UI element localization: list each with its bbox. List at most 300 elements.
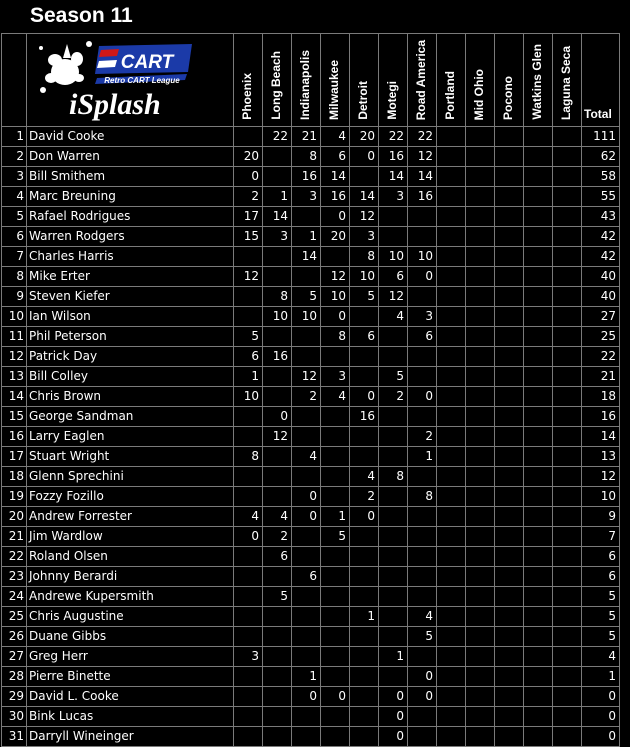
points-cell: 17: [234, 207, 263, 227]
points-cell: [437, 487, 466, 507]
points-cell: [466, 727, 495, 747]
points-cell: 16: [350, 407, 379, 427]
points-cell: [350, 367, 379, 387]
table-row: [2, 647, 620, 667]
points-cell: [466, 627, 495, 647]
points-cell: [495, 647, 524, 667]
points-cell: [553, 247, 582, 267]
points-cell: 20: [350, 127, 379, 147]
points-cell: [495, 347, 524, 367]
race-header-cell: [263, 34, 292, 127]
race-header-label: Milwaukee: [327, 59, 341, 120]
driver-name-cell: Mike Erter: [27, 267, 234, 287]
driver-name-cell: Jim Wardlow: [27, 527, 234, 547]
driver-name-cell: Warren Rodgers: [27, 227, 234, 247]
points-cell: [553, 267, 582, 287]
points-cell: [524, 547, 553, 567]
points-cell: [553, 547, 582, 567]
points-cell: [553, 407, 582, 427]
points-cell: [553, 347, 582, 367]
points-cell: [466, 687, 495, 707]
points-cell: [553, 167, 582, 187]
rank-cell: 12: [2, 347, 27, 367]
points-cell: [495, 287, 524, 307]
driver-name-cell: George Sandman: [27, 407, 234, 427]
points-cell: [466, 207, 495, 227]
points-cell: 14: [350, 187, 379, 207]
race-header-label: Portland: [443, 71, 457, 120]
points-cell: [553, 127, 582, 147]
points-cell: [234, 287, 263, 307]
points-cell: [350, 667, 379, 687]
points-cell: 6: [292, 567, 321, 587]
points-cell: [263, 647, 292, 667]
race-header-label: Laguna Seca: [559, 45, 573, 120]
driver-name-cell: Stuart Wright: [27, 447, 234, 467]
driver-name-cell: Bill Colley: [27, 367, 234, 387]
points-cell: 12: [321, 267, 350, 287]
points-cell: 0: [408, 387, 437, 407]
points-cell: [437, 347, 466, 367]
points-cell: [466, 187, 495, 207]
points-cell: [437, 567, 466, 587]
rank-cell: 23: [2, 567, 27, 587]
table-row: [2, 547, 620, 567]
total-cell: 22: [582, 347, 620, 367]
points-cell: 6: [379, 267, 408, 287]
points-cell: [321, 607, 350, 627]
points-cell: [350, 687, 379, 707]
total-cell: 25: [582, 327, 620, 347]
points-cell: 10: [292, 307, 321, 327]
points-cell: [437, 227, 466, 247]
points-cell: [350, 167, 379, 187]
points-cell: [379, 487, 408, 507]
total-cell: 40: [582, 267, 620, 287]
total-cell: 62: [582, 147, 620, 167]
total-cell: 42: [582, 227, 620, 247]
driver-name-cell: David Cooke: [27, 127, 234, 147]
driver-name-cell: Patrick Day: [27, 347, 234, 367]
points-cell: [350, 307, 379, 327]
points-cell: [263, 447, 292, 467]
points-cell: [495, 727, 524, 747]
points-cell: [321, 487, 350, 507]
total-cell: 5: [582, 607, 620, 627]
points-cell: [553, 707, 582, 727]
points-cell: [524, 487, 553, 507]
points-cell: [553, 487, 582, 507]
points-cell: [263, 387, 292, 407]
points-cell: 16: [408, 187, 437, 207]
points-cell: [437, 647, 466, 667]
points-cell: [350, 427, 379, 447]
points-cell: [263, 267, 292, 287]
race-header-cell: [524, 34, 553, 127]
race-header-label: Road America: [414, 39, 428, 120]
points-cell: [524, 227, 553, 247]
table-row: [2, 267, 620, 287]
points-cell: [466, 467, 495, 487]
points-cell: 1: [234, 367, 263, 387]
points-cell: [553, 727, 582, 747]
points-cell: [553, 207, 582, 227]
points-cell: [379, 527, 408, 547]
race-header-cell: [437, 34, 466, 127]
table-row: [2, 687, 620, 707]
points-cell: [350, 567, 379, 587]
points-cell: [379, 447, 408, 467]
points-cell: 3: [292, 187, 321, 207]
points-cell: [437, 247, 466, 267]
table-row: [2, 227, 620, 247]
points-cell: [408, 727, 437, 747]
points-cell: [437, 187, 466, 207]
points-cell: 0: [379, 707, 408, 727]
points-cell: 16: [263, 347, 292, 367]
rank-cell: 6: [2, 227, 27, 247]
points-cell: [408, 407, 437, 427]
page-title: Season 11: [30, 4, 133, 27]
points-cell: [234, 667, 263, 687]
points-cell: [495, 207, 524, 227]
rank-cell: 21: [2, 527, 27, 547]
table-row: [2, 287, 620, 307]
points-cell: 5: [379, 367, 408, 387]
total-cell: 40: [582, 287, 620, 307]
points-cell: 12: [350, 207, 379, 227]
driver-name-cell: Chris Augustine: [27, 607, 234, 627]
points-cell: [495, 387, 524, 407]
points-cell: [437, 507, 466, 527]
driver-name-cell: Rafael Rodrigues: [27, 207, 234, 227]
points-cell: [466, 507, 495, 527]
table-row: [2, 567, 620, 587]
rank-cell: 29: [2, 687, 27, 707]
points-cell: 14: [408, 167, 437, 187]
rank-cell: 2: [2, 147, 27, 167]
points-cell: [466, 487, 495, 507]
points-cell: [495, 367, 524, 387]
points-cell: [466, 647, 495, 667]
points-cell: [437, 387, 466, 407]
total-cell: 1: [582, 667, 620, 687]
points-cell: [379, 207, 408, 227]
points-cell: 4: [292, 447, 321, 467]
points-cell: 10: [321, 287, 350, 307]
driver-name-cell: Steven Kiefer: [27, 287, 234, 307]
table-row: [2, 247, 620, 267]
points-cell: [263, 167, 292, 187]
table-row: [2, 507, 620, 527]
points-cell: [408, 347, 437, 367]
points-cell: [292, 267, 321, 287]
points-cell: 8: [350, 247, 379, 267]
points-cell: [495, 627, 524, 647]
total-cell: 43: [582, 207, 620, 227]
driver-name-cell: Greg Herr: [27, 647, 234, 667]
points-cell: 16: [379, 147, 408, 167]
points-cell: [408, 567, 437, 587]
points-cell: [234, 587, 263, 607]
total-cell: 0: [582, 707, 620, 727]
points-cell: [466, 607, 495, 627]
points-cell: [524, 347, 553, 367]
driver-name-cell: Johnny Berardi: [27, 567, 234, 587]
points-cell: [321, 667, 350, 687]
points-cell: [350, 547, 379, 567]
logo-tagline-text: Retro CART League: [104, 76, 180, 85]
race-header-label: Long Beach: [269, 51, 283, 120]
total-cell: 0: [582, 687, 620, 707]
points-cell: [437, 587, 466, 607]
points-cell: [379, 227, 408, 247]
points-cell: [524, 467, 553, 487]
points-cell: [495, 707, 524, 727]
logo-name-text: iSplash: [69, 88, 161, 121]
points-cell: 4: [408, 607, 437, 627]
points-cell: [292, 407, 321, 427]
race-header-cell: [553, 34, 582, 127]
total-cell: 18: [582, 387, 620, 407]
points-cell: [495, 547, 524, 567]
points-cell: 8: [292, 147, 321, 167]
points-cell: [466, 307, 495, 327]
points-cell: [495, 127, 524, 147]
points-cell: [437, 447, 466, 467]
points-cell: [437, 267, 466, 287]
rank-cell: 28: [2, 667, 27, 687]
points-cell: [292, 647, 321, 667]
points-cell: [234, 687, 263, 707]
points-cell: 12: [379, 287, 408, 307]
points-cell: 20: [321, 227, 350, 247]
points-cell: [437, 407, 466, 427]
points-cell: [437, 127, 466, 147]
points-cell: [524, 707, 553, 727]
total-cell: 13: [582, 447, 620, 467]
total-cell: 42: [582, 247, 620, 267]
points-cell: 6: [234, 347, 263, 367]
total-cell: 4: [582, 647, 620, 667]
points-cell: 0: [379, 727, 408, 747]
rank-cell: 3: [2, 167, 27, 187]
points-cell: 0: [292, 687, 321, 707]
table-row: [2, 347, 620, 367]
points-cell: [408, 647, 437, 667]
points-cell: [524, 387, 553, 407]
points-cell: [524, 207, 553, 227]
points-cell: [263, 707, 292, 727]
points-cell: [379, 427, 408, 447]
points-cell: [495, 167, 524, 187]
points-cell: [292, 467, 321, 487]
rank-cell: 30: [2, 707, 27, 727]
points-cell: 16: [321, 187, 350, 207]
points-cell: 22: [408, 127, 437, 147]
points-cell: 14: [379, 167, 408, 187]
points-cell: 5: [350, 287, 379, 307]
points-cell: [379, 327, 408, 347]
points-cell: [321, 727, 350, 747]
points-cell: [466, 327, 495, 347]
points-cell: [292, 527, 321, 547]
points-cell: [466, 527, 495, 547]
rank-cell: 1: [2, 127, 27, 147]
race-header-cell: [234, 34, 263, 127]
points-cell: [495, 227, 524, 247]
points-cell: [495, 267, 524, 287]
points-cell: 0: [408, 267, 437, 287]
points-cell: 6: [350, 327, 379, 347]
points-cell: [321, 427, 350, 447]
points-cell: 6: [263, 547, 292, 567]
points-cell: 0: [379, 687, 408, 707]
points-cell: 8: [321, 327, 350, 347]
points-cell: [234, 547, 263, 567]
race-header-cell: [408, 34, 437, 127]
points-cell: [466, 287, 495, 307]
race-header-cell: [350, 34, 379, 127]
points-cell: [524, 267, 553, 287]
logo-cell: [27, 34, 234, 127]
table-row: [2, 327, 620, 347]
total-cell: 27: [582, 307, 620, 327]
table-row: [2, 367, 620, 387]
points-cell: [437, 367, 466, 387]
points-cell: [437, 687, 466, 707]
points-cell: [466, 147, 495, 167]
points-cell: 1: [379, 647, 408, 667]
points-cell: 2: [263, 527, 292, 547]
points-cell: 0: [263, 407, 292, 427]
driver-name-cell: Bill Smithem: [27, 167, 234, 187]
rank-cell: 5: [2, 207, 27, 227]
total-cell: 111: [582, 127, 620, 147]
points-cell: [263, 607, 292, 627]
points-cell: [524, 507, 553, 527]
rank-cell: 7: [2, 247, 27, 267]
rank-cell: 25: [2, 607, 27, 627]
points-cell: [234, 707, 263, 727]
points-cell: [524, 187, 553, 207]
points-cell: [524, 447, 553, 467]
points-cell: [437, 547, 466, 567]
points-cell: [263, 327, 292, 347]
driver-name-cell: David L. Cooke: [27, 687, 234, 707]
race-header-label: Detroit: [356, 81, 370, 120]
points-cell: 5: [234, 327, 263, 347]
points-cell: [524, 427, 553, 447]
driver-name-cell: Larry Eaglen: [27, 427, 234, 447]
points-cell: 14: [263, 207, 292, 227]
points-cell: 5: [292, 287, 321, 307]
points-cell: [524, 727, 553, 747]
points-cell: [495, 607, 524, 627]
points-cell: [524, 287, 553, 307]
driver-name-cell: Marc Breuning: [27, 187, 234, 207]
points-cell: [495, 447, 524, 467]
points-cell: [466, 567, 495, 587]
points-cell: [553, 567, 582, 587]
points-cell: [321, 567, 350, 587]
points-cell: [408, 587, 437, 607]
points-cell: [524, 247, 553, 267]
points-cell: [524, 127, 553, 147]
points-cell: 6: [321, 147, 350, 167]
points-cell: [466, 347, 495, 367]
points-cell: [466, 387, 495, 407]
points-cell: [495, 507, 524, 527]
standings-table: [1, 33, 620, 747]
points-cell: [437, 527, 466, 547]
points-cell: [495, 667, 524, 687]
points-cell: [553, 527, 582, 547]
driver-name-cell: Andrewe Kupersmith: [27, 587, 234, 607]
points-cell: [553, 607, 582, 627]
points-cell: [379, 627, 408, 647]
points-cell: 5: [263, 587, 292, 607]
points-cell: [524, 307, 553, 327]
points-cell: [553, 387, 582, 407]
points-cell: [466, 667, 495, 687]
points-cell: 0: [350, 507, 379, 527]
points-cell: 14: [321, 167, 350, 187]
points-cell: [437, 307, 466, 327]
points-cell: 1: [350, 607, 379, 627]
points-cell: 0: [408, 667, 437, 687]
driver-name-cell: Phil Peterson: [27, 327, 234, 347]
points-cell: 2: [234, 187, 263, 207]
points-cell: [350, 587, 379, 607]
points-cell: 1: [292, 667, 321, 687]
points-cell: [524, 647, 553, 667]
points-cell: 3: [350, 227, 379, 247]
points-cell: [292, 327, 321, 347]
table-row: [2, 667, 620, 687]
points-cell: [408, 367, 437, 387]
points-cell: [379, 587, 408, 607]
points-cell: 2: [408, 427, 437, 447]
points-cell: [437, 427, 466, 447]
points-cell: [321, 627, 350, 647]
points-cell: 1: [292, 227, 321, 247]
table-row: [2, 627, 620, 647]
points-cell: 3: [379, 187, 408, 207]
points-cell: [553, 327, 582, 347]
points-cell: [321, 447, 350, 467]
points-cell: [408, 287, 437, 307]
rank-cell: 16: [2, 427, 27, 447]
points-cell: [437, 167, 466, 187]
points-cell: [234, 127, 263, 147]
points-cell: [495, 687, 524, 707]
rank-cell: 19: [2, 487, 27, 507]
points-cell: [466, 707, 495, 727]
points-cell: [292, 627, 321, 647]
points-cell: 3: [263, 227, 292, 247]
points-cell: [437, 207, 466, 227]
rank-cell: 15: [2, 407, 27, 427]
table-row: [2, 427, 620, 447]
rank-cell: 22: [2, 547, 27, 567]
points-cell: [350, 527, 379, 547]
rank-cell: 27: [2, 647, 27, 667]
driver-name-cell: Duane Gibbs: [27, 627, 234, 647]
points-cell: [408, 227, 437, 247]
points-cell: [263, 687, 292, 707]
points-cell: [466, 247, 495, 267]
